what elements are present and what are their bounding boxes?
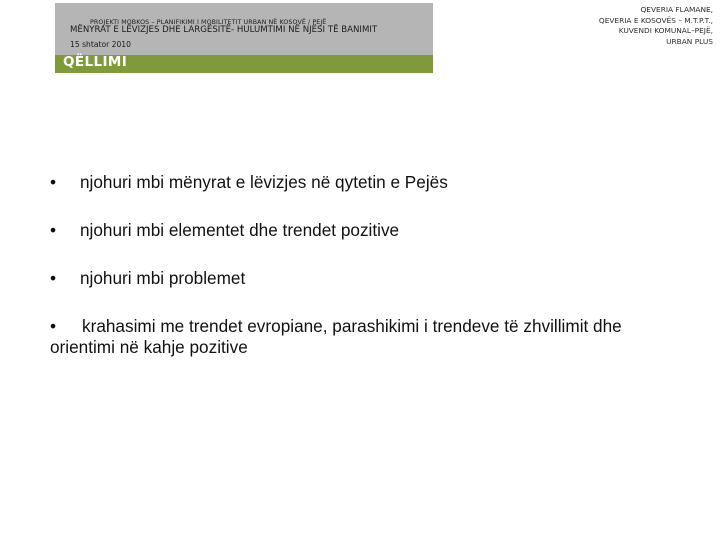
organization-line: QEVERIA FLAMANE,	[640, 5, 713, 14]
organization-line: URBAN PLUS	[666, 36, 713, 46]
bullet-icon: •	[50, 316, 57, 336]
organization-line: QEVERIA E KOSOVËS – M.T.P.T.,	[598, 15, 713, 25]
bullet-icon: •	[50, 172, 57, 192]
organization-line: KUVENDI KOMUNAL–PEJË,	[618, 26, 713, 35]
bullet-text: njohuri mbi problemet	[80, 268, 246, 288]
bullet-text: krahasimi me trendet evropiane, parashikimi i trendeve të zhvillimit dhe orientimi në kahje pozitive	[50, 316, 622, 357]
bullet-list	[50, 172, 690, 385]
project-name: PROJEKTI MOBKOS – PLANIFIKIMI I MOBILITETIT URBAN NË KOSOVË / PEJË	[90, 19, 327, 26]
bullet-icon: •	[50, 268, 57, 288]
bullet-item	[50, 316, 690, 358]
bullet-item	[50, 220, 690, 241]
document-title: MËNYRAT E LËVIZJES DHE LARGËSITË- HULUMTIMI NË NJËSI TË BANIMIT	[70, 25, 378, 35]
document-date: 15 shtator 2010	[70, 40, 131, 49]
section-bar	[55, 55, 433, 73]
section-title: QËLLIMI	[63, 54, 128, 70]
organizations-block	[483, 5, 713, 47]
bullet-item	[50, 268, 690, 289]
bullet-text: njohuri mbi mënyrat e lëvizjes në qytetin e Pejës	[80, 172, 448, 192]
bullet-item	[50, 172, 690, 193]
header-panel	[55, 3, 433, 55]
bullet-icon: •	[50, 220, 57, 240]
bullet-text: njohuri mbi elementet dhe trendet pozitive	[80, 220, 400, 240]
